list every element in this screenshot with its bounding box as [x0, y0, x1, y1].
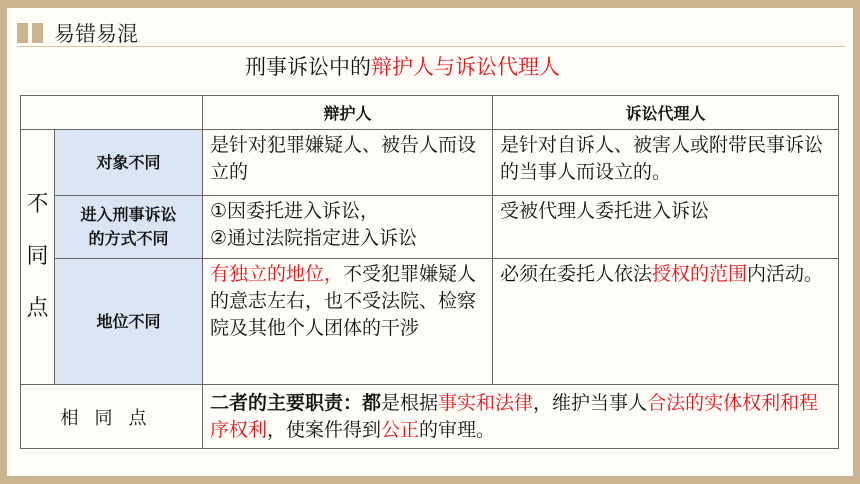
category-cell: 对象不同	[55, 130, 203, 196]
side-label-char: 点	[26, 296, 49, 321]
summary-text: 是根据	[381, 391, 439, 414]
summary-lead: 二者的主要职责：都	[210, 391, 382, 414]
same-content-cell	[203, 385, 839, 449]
category-cell: 地位不同	[55, 259, 203, 385]
title-highlight: 辩护人与诉讼代理人	[371, 55, 560, 79]
frame-right-border	[853, 0, 860, 484]
agent-text: 内活动。	[747, 263, 824, 285]
defender-line: ②通过法院指定进入诉讼	[210, 227, 418, 249]
agent-cell: 受被代理人委托进入诉讼	[493, 196, 839, 259]
frame-top-border	[0, 0, 860, 8]
section-label: 易错易混	[54, 22, 138, 46]
defender-text: 不受犯罪嫌疑人的意志左右，也不受法院、检察院及其他个人团体的干涉	[210, 263, 477, 339]
agent-cell	[493, 259, 839, 385]
agent-cell: 是针对自诉人、被害人或附带民事诉讼的当事人而设立的。	[493, 130, 839, 196]
defender-line: ①因委托进入诉讼，	[210, 200, 380, 222]
side-label-cell	[21, 130, 55, 385]
title-prefix: 刑事诉讼中的	[245, 55, 371, 79]
table-row	[21, 196, 839, 259]
header-agent: 诉讼代理人	[493, 96, 839, 130]
defender-cell	[203, 259, 493, 385]
table-row	[21, 130, 839, 196]
frame-bottom-border	[0, 476, 860, 484]
category-line: 的方式不同	[88, 229, 169, 248]
defender-cell	[203, 196, 493, 259]
category-cell	[55, 196, 203, 259]
agent-highlight: 授权的范围	[652, 263, 748, 285]
section-marker-icon	[32, 23, 43, 43]
defender-highlight: 有独立的地位，	[210, 263, 344, 285]
category-line: 进入刑事诉讼	[80, 205, 177, 224]
summary-text: ，维护当事人	[533, 391, 648, 414]
side-label-char: 不	[26, 192, 49, 217]
summary-text: 的审理。	[419, 418, 496, 441]
header-divider	[17, 46, 845, 47]
summary-highlight: 事实和法律	[438, 391, 534, 414]
comparison-table	[20, 95, 839, 449]
agent-text: 必须在委托人依法	[500, 263, 653, 285]
frame-left-border	[0, 0, 7, 484]
summary-highlight: 合法的实体权利和程序权利	[210, 391, 819, 441]
summary-highlight: 公正	[381, 418, 420, 441]
table-header-row	[21, 96, 839, 130]
header-defender: 辩护人	[203, 96, 493, 130]
same-label-cell: 相同点	[21, 385, 203, 449]
side-label-char: 同	[26, 244, 49, 269]
page-title	[245, 51, 560, 81]
header-corner-cell	[21, 96, 203, 130]
section-marker-icon	[17, 23, 28, 43]
table-row	[21, 259, 839, 385]
defender-cell: 是针对犯罪嫌疑人、被告人而设立的	[203, 130, 493, 196]
summary-text: ，使案件得到	[267, 418, 382, 441]
table-row-same	[21, 385, 839, 449]
